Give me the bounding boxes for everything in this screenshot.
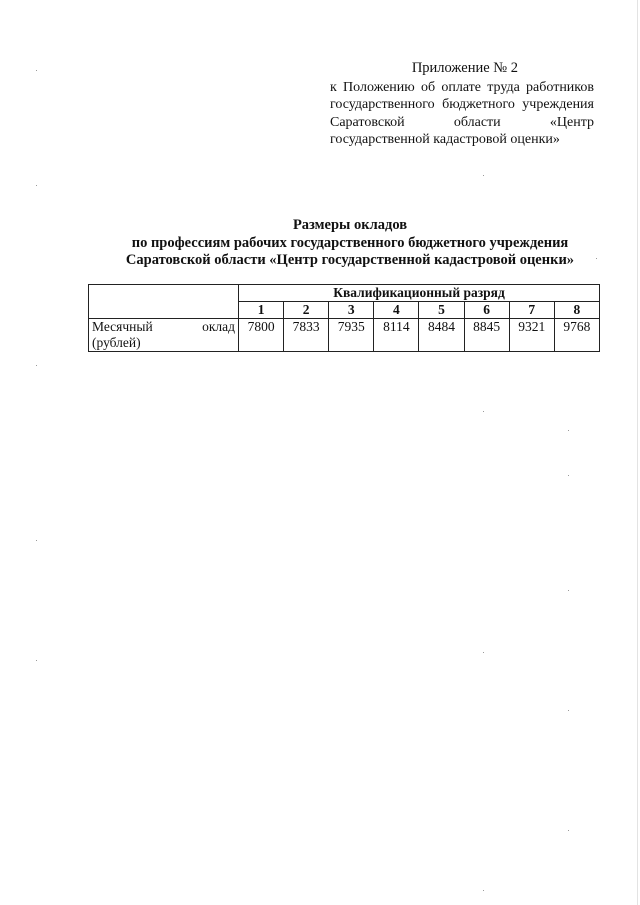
- appendix-text: к Положению об оплате труда работников государственного бюджетного учреждения Саратовской области «Центр государственной кадастровой оценки»: [330, 79, 594, 147]
- grade-header: 3: [329, 302, 374, 319]
- grade-header: 4: [374, 302, 419, 319]
- scan-speck: [36, 660, 37, 661]
- salary-table: [88, 284, 600, 352]
- scan-speck: [36, 70, 37, 71]
- appendix-title: Приложение № 2: [411, 60, 518, 76]
- grade-header: 5: [419, 302, 464, 319]
- table-header-row-group: [89, 285, 600, 302]
- salary-value: 7800: [239, 319, 284, 352]
- scan-speck: [483, 411, 484, 412]
- grade-header: 6: [464, 302, 509, 319]
- document-title: [60, 217, 640, 270]
- salary-value: 9768: [554, 319, 599, 352]
- salary-value: 8114: [374, 319, 419, 352]
- scan-speck: [483, 175, 484, 176]
- salary-value: 9321: [509, 319, 554, 352]
- scan-speck: [596, 258, 597, 259]
- scan-speck: [36, 185, 37, 186]
- scan-speck: [568, 830, 569, 831]
- salary-value: 8484: [419, 319, 464, 352]
- grade-header: 1: [239, 302, 284, 319]
- scan-speck: [36, 540, 37, 541]
- scan-speck: [483, 890, 484, 891]
- salary-value: 7833: [284, 319, 329, 352]
- grade-header: 8: [554, 302, 599, 319]
- scan-speck: [36, 365, 37, 366]
- title-line-1: Размеры окладов: [292, 217, 408, 233]
- scan-speck: [568, 475, 569, 476]
- scan-edge-line: [637, 0, 638, 905]
- scan-speck: [568, 590, 569, 591]
- row-label: Месячный оклад (рублей): [89, 319, 239, 352]
- scan-speck: [483, 652, 484, 653]
- scan-speck: [568, 430, 569, 431]
- table-corner-cell: [89, 285, 239, 319]
- title-line-3: Саратовской области «Центр государственной кадастровой оценки»: [125, 252, 575, 268]
- salary-value: 8845: [464, 319, 509, 352]
- grade-header: 7: [509, 302, 554, 319]
- qualification-grade-header: Квалификационный разряд: [239, 285, 600, 302]
- title-line-2: по профессиям рабочих государственного бюджетного учреждения: [131, 234, 569, 251]
- salary-value: 7935: [329, 319, 374, 352]
- scan-speck: [568, 710, 569, 711]
- grade-header: 2: [284, 302, 329, 319]
- table-row: [89, 319, 600, 352]
- appendix-block: [330, 60, 594, 149]
